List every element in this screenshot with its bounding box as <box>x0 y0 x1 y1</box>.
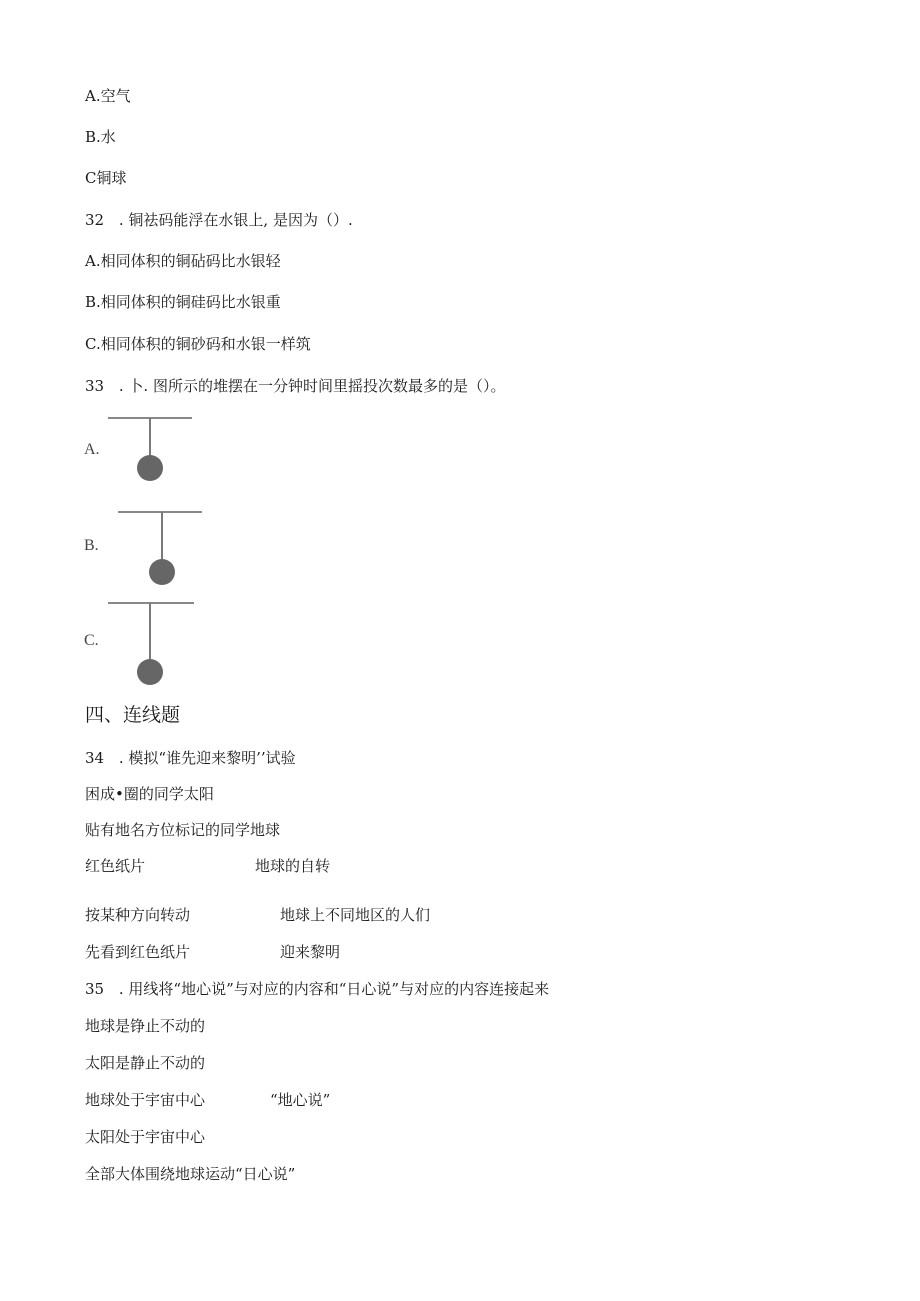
q34-row-4-right: 地球上不同地区的人们 <box>280 906 431 924</box>
q35-row-3-right: “地心说” <box>270 1091 331 1109</box>
q34-question <box>85 748 296 768</box>
q31-option-a: A.空气 <box>85 87 131 105</box>
q32-option-a: A.相同体积的铜砧码比水银轻 <box>85 252 281 270</box>
q33-stem: . 卜. 图所示的堆摆在一分钟时间里摇投次数最多的是（）。 <box>118 377 506 395</box>
q34-stem: . 模拟“谁先迎来黎明’’试验 <box>118 749 296 767</box>
pendulum-c-label: C. <box>84 632 99 649</box>
pendulum-a-bob <box>137 455 163 481</box>
q33-question <box>85 376 505 396</box>
q35-question <box>85 979 549 999</box>
q35-row-5: 全部大体围绕地球运动“日心说” <box>85 1165 296 1183</box>
pendulum-a-label: A. <box>84 441 100 458</box>
pendulum-b-figure <box>112 505 212 589</box>
q34-row-1: 困成•圈的同学太阳 <box>85 785 214 803</box>
q32-stem: . 铜祛码能浮在水银上, 是因为（）. <box>118 211 353 229</box>
q32-number: 32 <box>85 211 105 229</box>
pendulum-a-figure <box>100 410 200 490</box>
q34-row-5-right: 迎来黎明 <box>280 943 341 961</box>
q31-option-b: B.水 <box>85 128 116 146</box>
q35-row-2: 太阳是静止不动的 <box>85 1054 206 1072</box>
q35-row-3-left: 地球处于宇宙中心 <box>85 1091 206 1109</box>
pendulum-b-bob <box>149 559 175 585</box>
q32-option-b: B.相同体积的铜硅码比水银重 <box>85 293 281 311</box>
q35-row-1: 地球是铮止不动的 <box>85 1017 206 1035</box>
q34-row-2: 贴有地名方位标记的同学地球 <box>85 821 281 839</box>
q35-row-4: 太阳处于宇宙中心 <box>85 1128 206 1146</box>
q34-row-5-left: 先看到红色纸片 <box>85 943 191 961</box>
q34-number: 34 <box>85 749 105 767</box>
q34-row-3-right: 地球的自转 <box>255 857 331 875</box>
q33-number: 33 <box>85 377 105 395</box>
q35-stem: . 用线将“地心说”与对应的内容和“日心说”与对应的内容连接起来 <box>118 980 550 998</box>
q31-option-c: C铜球 <box>85 169 127 187</box>
q32-option-c: C.相同体积的铜砂码和水银一样筑 <box>85 335 311 353</box>
q32-question <box>85 210 353 230</box>
pendulum-b-label: B. <box>84 537 99 554</box>
section-4-title: 四、连线题 <box>85 704 181 726</box>
q34-row-3-left: 红色纸片 <box>85 857 146 875</box>
q35-number: 35 <box>85 980 105 998</box>
q34-row-4-left: 按某种方向转动 <box>85 906 191 924</box>
pendulum-c-figure <box>102 597 202 692</box>
pendulum-c-bob <box>137 659 163 685</box>
